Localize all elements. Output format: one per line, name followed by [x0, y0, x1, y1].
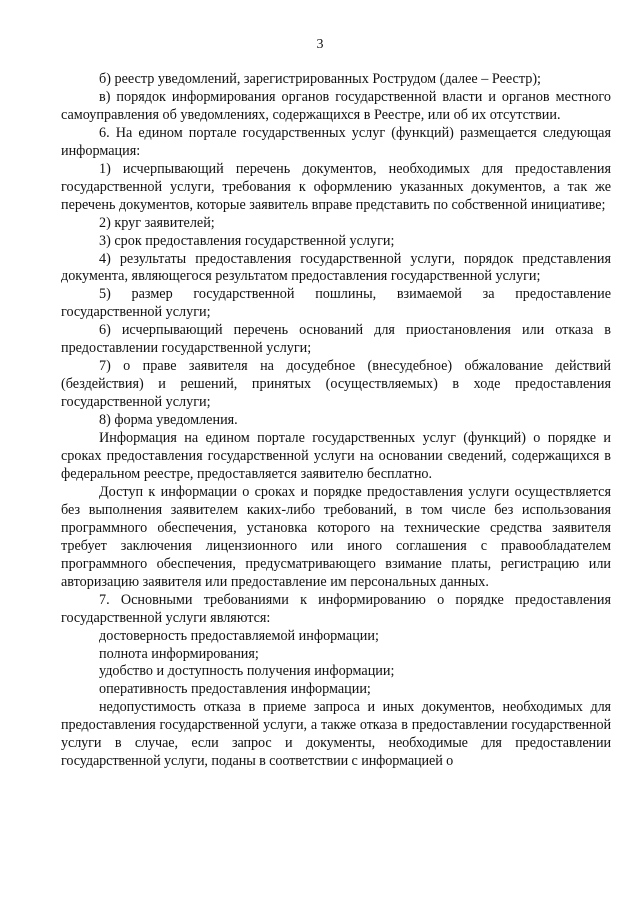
paragraph-portal-info: Информация на едином портале государственных услуг (функций) о порядке и сроках предоставления государственной услуги на основании сведений, содержащихся в федеральном реестре, предоставляется заявителю бесплатно.: [61, 430, 611, 482]
list-item-6: 6) исчерпывающий перечень оснований для приостановления или отказа в предоставлении государственной услуги;: [61, 322, 611, 357]
requirement-reliability: достоверность предоставляемой информации;: [99, 627, 379, 644]
list-item-2: 2) круг заявителей;: [99, 214, 215, 231]
requirement-no-refusal: недопустимость отказа в приеме запроса и иных документов, необходимых для предоставления государственной услуги, а также отказа в предоставлении государственной услуги в случае, если запрос и документы, необходимые для предоставлении государственной услуги, поданы в соответствии с информацией о: [61, 699, 611, 770]
paragraph-section-7: 7. Основными требованиями к информированию о порядке предоставления государственной услуги являются:: [61, 591, 611, 626]
list-item-8: 8) форма уведомления.: [99, 412, 238, 429]
page-number: 3: [316, 37, 324, 52]
paragraph-informing-order: в) порядок информирования органов государственной власти и органов местного самоуправления об уведомлениях, содержащихся в Реестре, или об их отсутствии.: [61, 88, 611, 123]
requirement-completeness: полнота информирования;: [99, 645, 259, 662]
requirement-convenience: удобство и доступность получения информации;: [99, 663, 395, 680]
paragraph-reestr: б) реестр уведомлений, зарегистрированных Рострудом (далее – Реестр);: [99, 71, 541, 87]
list-item-4: 4) результаты предоставления государственной услуги, порядок представления документа, являющегося результатом предоставления государственной услуги;: [61, 250, 611, 285]
paragraph-access: Доступ к информации о сроках и порядке предоставления услуги осуществляется без выполнения заявителем каких-либо требований, в том числе без использования программного обеспечения, установка которого на технические средства заявителя требует заключения лицензионного или иного соглашения с правообладателем программного обеспечения, предусматривающего взимание платы, регистрацию или авторизацию заявителя или предоставление им персональных данных.: [61, 483, 611, 590]
document-body: [61, 71, 611, 771]
list-item-3: 3) срок предоставления государственной услуги;: [99, 232, 395, 249]
list-item-1: 1) исчерпывающий перечень документов, необходимых для предоставления государственной услуги, требования к оформлению указанных документов, а так же перечень документов, которые заявитель вправе представить по собственной инициативе;: [61, 160, 611, 213]
requirement-promptness: оперативность предоставления информации;: [99, 681, 371, 698]
paragraph-section-6: 6. На едином портале государственных услуг (функций) размещается следующая информация:: [61, 124, 611, 159]
list-item-7: 7) о праве заявителя на досудебное (внесудебное) обжалование действий (бездействия) и решений, принятых (осуществляемых) в ходе предоставления государственной услуги;: [61, 358, 611, 411]
list-item-5: 5) размер государственной пошлины, взимаемой за предоставление государственной услуги;: [61, 286, 611, 321]
